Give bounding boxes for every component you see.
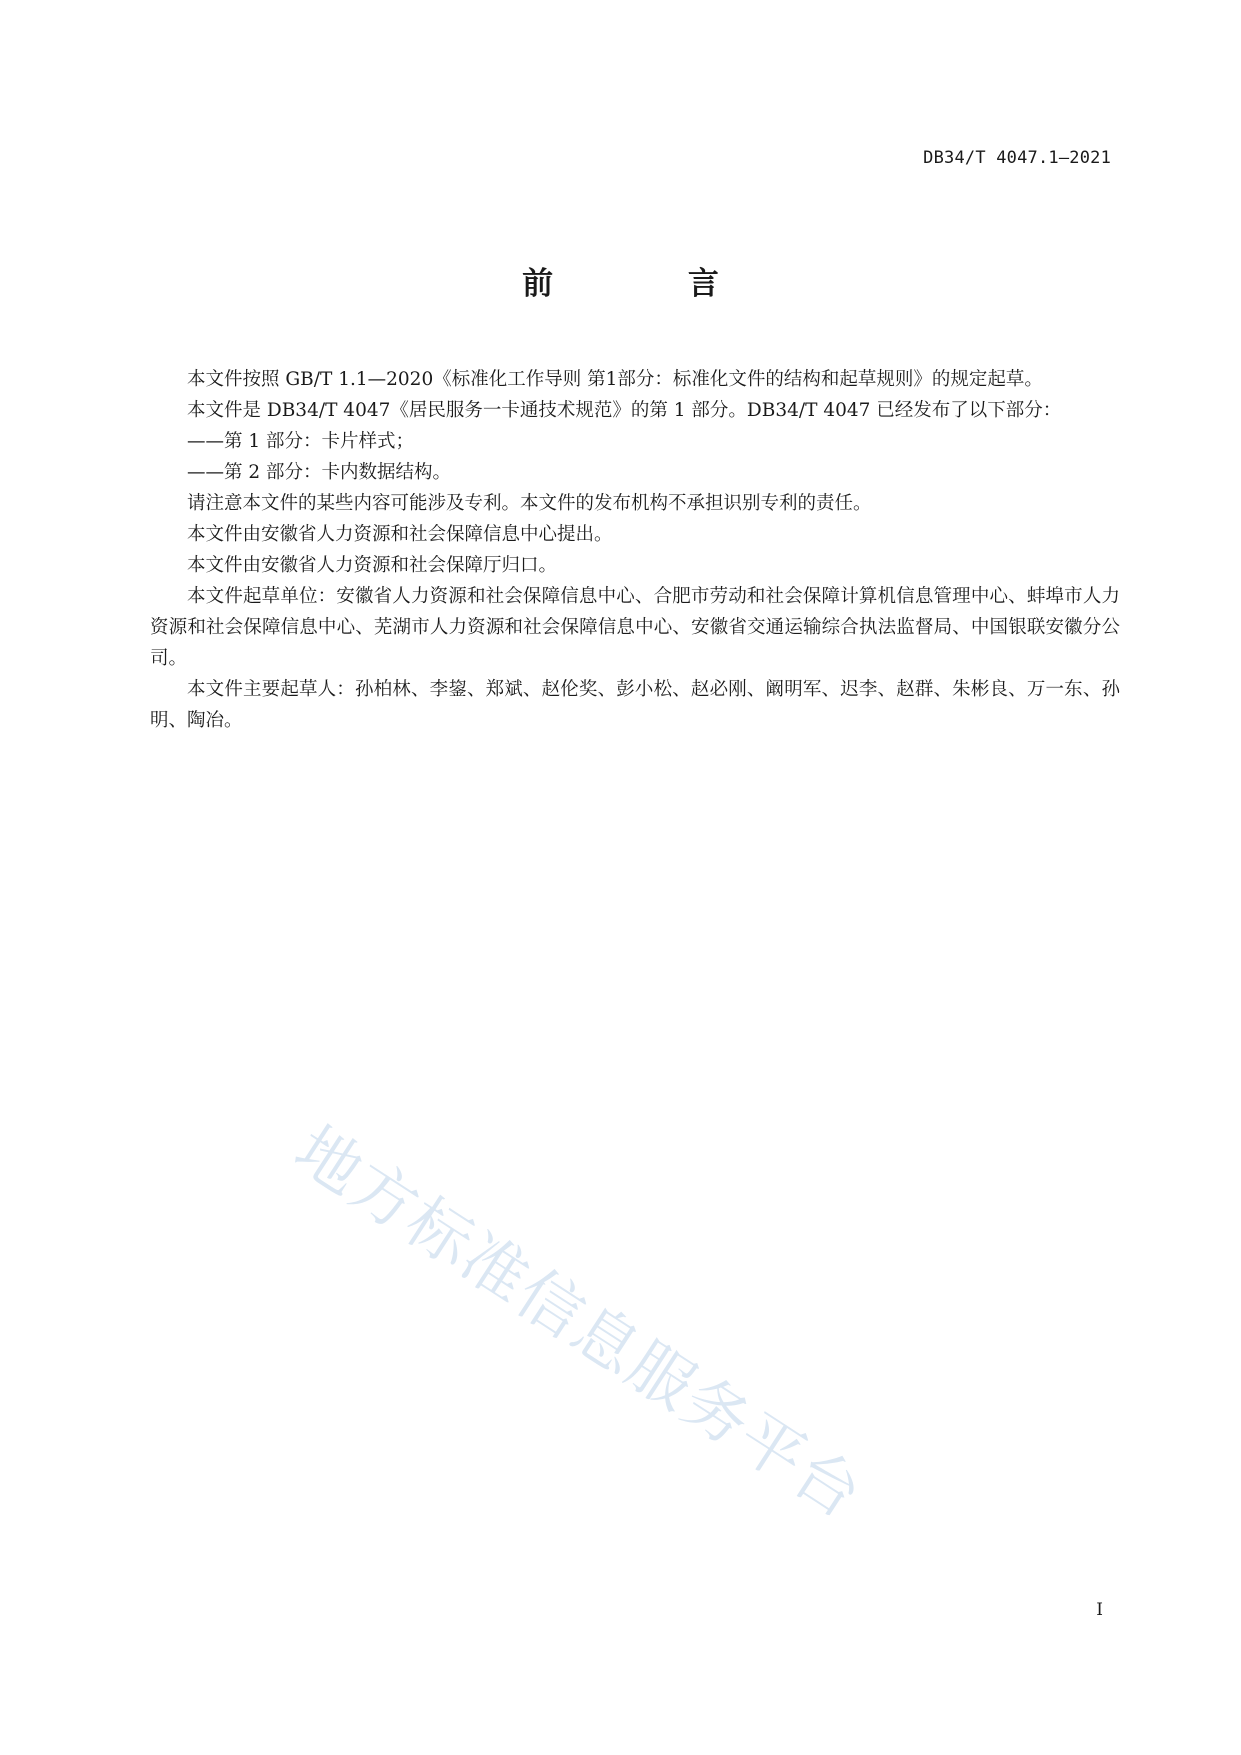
list-item-part-2: ——第 2 部分：卡内数据结构。	[187, 462, 452, 483]
watermark: 地方标准信息服务平台	[281, 1112, 876, 1535]
paragraph-drafting-basis: 本文件按照 GB/T 1.1—2020《标准化工作导则 第1部分：标准化文件的结构和起草规则》的规定起草。	[187, 369, 1043, 390]
paragraph-administrator: 本文件由安徽省人力资源和社会保障厅归口。	[187, 555, 558, 576]
list-item-part-1: ——第 1 部分：卡片样式；	[187, 431, 415, 452]
paragraph-drafters: 本文件主要起草人：孙柏林、李鋆、郑斌、赵伦奖、彭小松、赵必刚、阚明军、迟李、赵群、朱彬良、万一东、孙明、陶冶。	[150, 679, 1120, 731]
preface-body	[150, 364, 1120, 736]
page-title: 前 言	[522, 266, 781, 302]
standard-code: DB34/T 4047.1—2021	[923, 148, 1111, 168]
paragraph-drafting-units: 本文件起草单位：安徽省人力资源和社会保障信息中心、合肥市劳动和社会保障计算机信息管理中心、蚌埠市人力资源和社会保障信息中心、芜湖市人力资源和社会保障信息中心、安徽省交通运输综合执法监督局、中国银联安徽分公司。	[150, 586, 1120, 669]
paragraph-part-description: 本文件是 DB34/T 4047《居民服务一卡通技术规范》的第 1 部分。DB34/T 4047 已经发布了以下部分：	[187, 400, 1062, 421]
paragraph-patent-notice: 请注意本文件的某些内容可能涉及专利。本文件的发布机构不承担识别专利的责任。	[187, 493, 872, 514]
page-number: I	[1096, 1600, 1103, 1620]
paragraph-proposer: 本文件由安徽省人力资源和社会保障信息中心提出。	[187, 524, 613, 545]
